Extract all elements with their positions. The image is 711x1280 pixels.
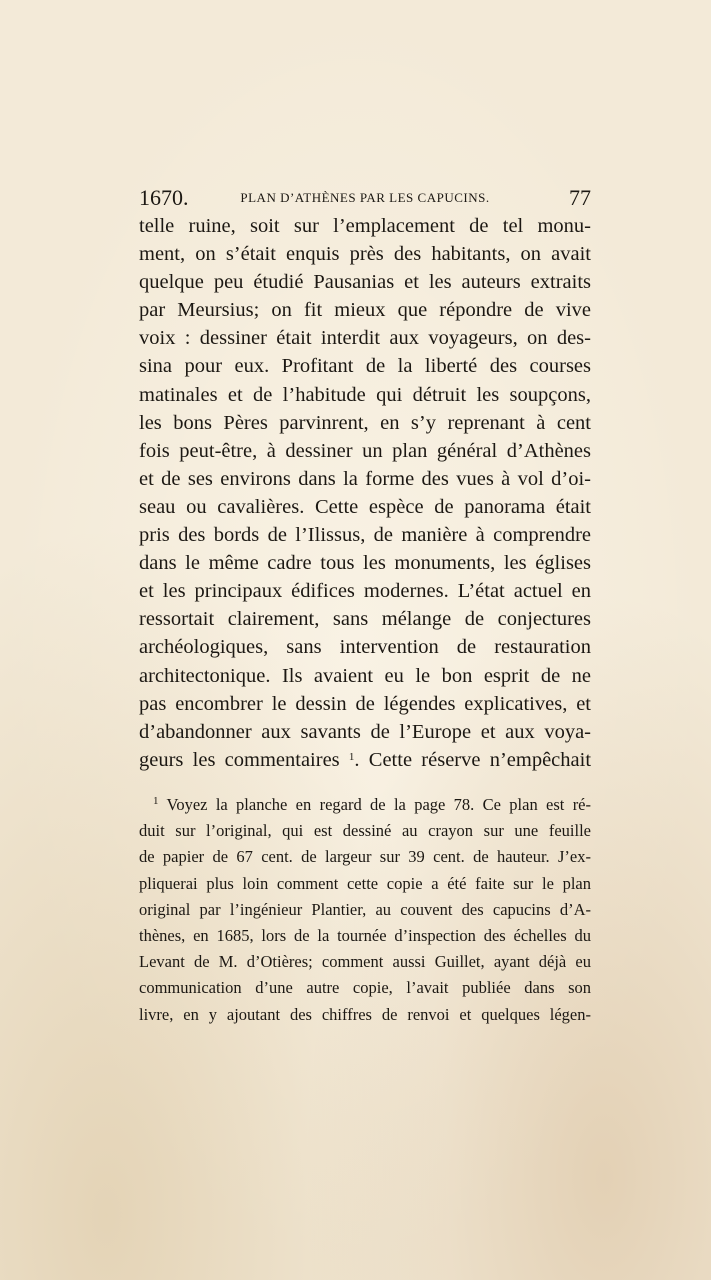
- body-line: sina pour eux. Profitant de la liberté des courses: [139, 355, 591, 378]
- page-header: [139, 184, 591, 212]
- body-text: [139, 212, 591, 774]
- body-line: voix : dessiner était interdit aux voyageurs, on des-: [139, 327, 591, 350]
- footnote-marker: 1: [153, 795, 159, 807]
- footnote-line: de papier de 67 cent. de largeur sur 39 cent. de hauteur. J’ex-: [139, 847, 591, 867]
- body-line: d’abandonner aux savants de l’Europe et aux voya-: [139, 720, 591, 743]
- footnote: [139, 792, 591, 1028]
- footnote-line: pliquerai plus loin comment cette copie a été faite sur le plan: [139, 873, 591, 893]
- footnote-line: duit sur l’original, qui est dessiné au crayon sur une feuille: [139, 821, 591, 841]
- body-line: ressortait clairement, sans mélange de conjectures: [139, 608, 591, 631]
- footnote-reference: 1: [348, 750, 355, 763]
- body-line: seau ou cavalières. Cette espèce de panorama était: [139, 495, 591, 518]
- page-number: 77: [569, 185, 591, 210]
- footnote-line: communication d’une autre copie, l’avait publiée dans son: [139, 978, 591, 998]
- body-line: matinales et de l’habitude qui détruit les soupçons,: [139, 383, 591, 406]
- footnote-line: original par l’ingénieur Plantier, au couvent des capucins d’A-: [139, 899, 591, 919]
- body-line: et les principaux édifices modernes. L’état actuel en: [139, 580, 591, 603]
- body-line-start: geurs les commentaires: [139, 748, 340, 771]
- running-title: PLAN D’ATHÈNES PAR LES CAPUCINS.: [240, 190, 490, 205]
- body-line: par Meursius; on fit mieux que répondre de vive: [139, 299, 591, 322]
- body-line: fois peut-être, à dessiner un plan général d’Athènes: [139, 439, 591, 462]
- header-year: 1670.: [139, 185, 189, 210]
- body-line: archéologiques, sans intervention de restauration: [139, 636, 591, 659]
- body-line: pris des bords de l’Ilissus, de manière à comprendre: [139, 524, 591, 547]
- body-line: ment, on s’était enquis près des habitants, on avait: [139, 243, 591, 266]
- body-line: architectonique. Ils avaient eu le bon esprit de ne: [139, 664, 591, 687]
- body-line: telle ruine, soit sur l’emplacement de tel monu-: [139, 215, 591, 237]
- body-line: quelque peu étudié Pausanias et les auteurs extraits: [139, 271, 591, 294]
- body-line: pas encombrer le dessin de légendes explicatives, et: [139, 692, 591, 715]
- body-line: et de ses environs dans la forme des vues à vol d’oi-: [139, 467, 591, 490]
- footnote-line: [139, 792, 591, 818]
- body-line: les bons Pères parvinrent, en s’y reprenant à cent: [139, 411, 591, 434]
- footnote-line: thènes, en 1685, lors de la tournée d’inspection des échelles du: [139, 925, 591, 945]
- body-line-end: Cette réserve n’empêchait: [368, 748, 592, 771]
- body-line: dans le même cadre tous les monuments, les églises: [139, 552, 591, 575]
- body-line-with-footnote-ref: geurs les commentaires $^1$. Cette réserve n’empêchait: [139, 748, 592, 771]
- footnote-line: livre, en y ajoutant des chiffres de renvoi et quelques légen-: [139, 1004, 591, 1024]
- footnote-line-text: Voyez la planche en regard de la page 78. Ce plan est ré-: [166, 795, 592, 814]
- footnote-line: Levant de M. d’Otières; comment aussi Guillet, ayant déjà eu: [139, 952, 591, 972]
